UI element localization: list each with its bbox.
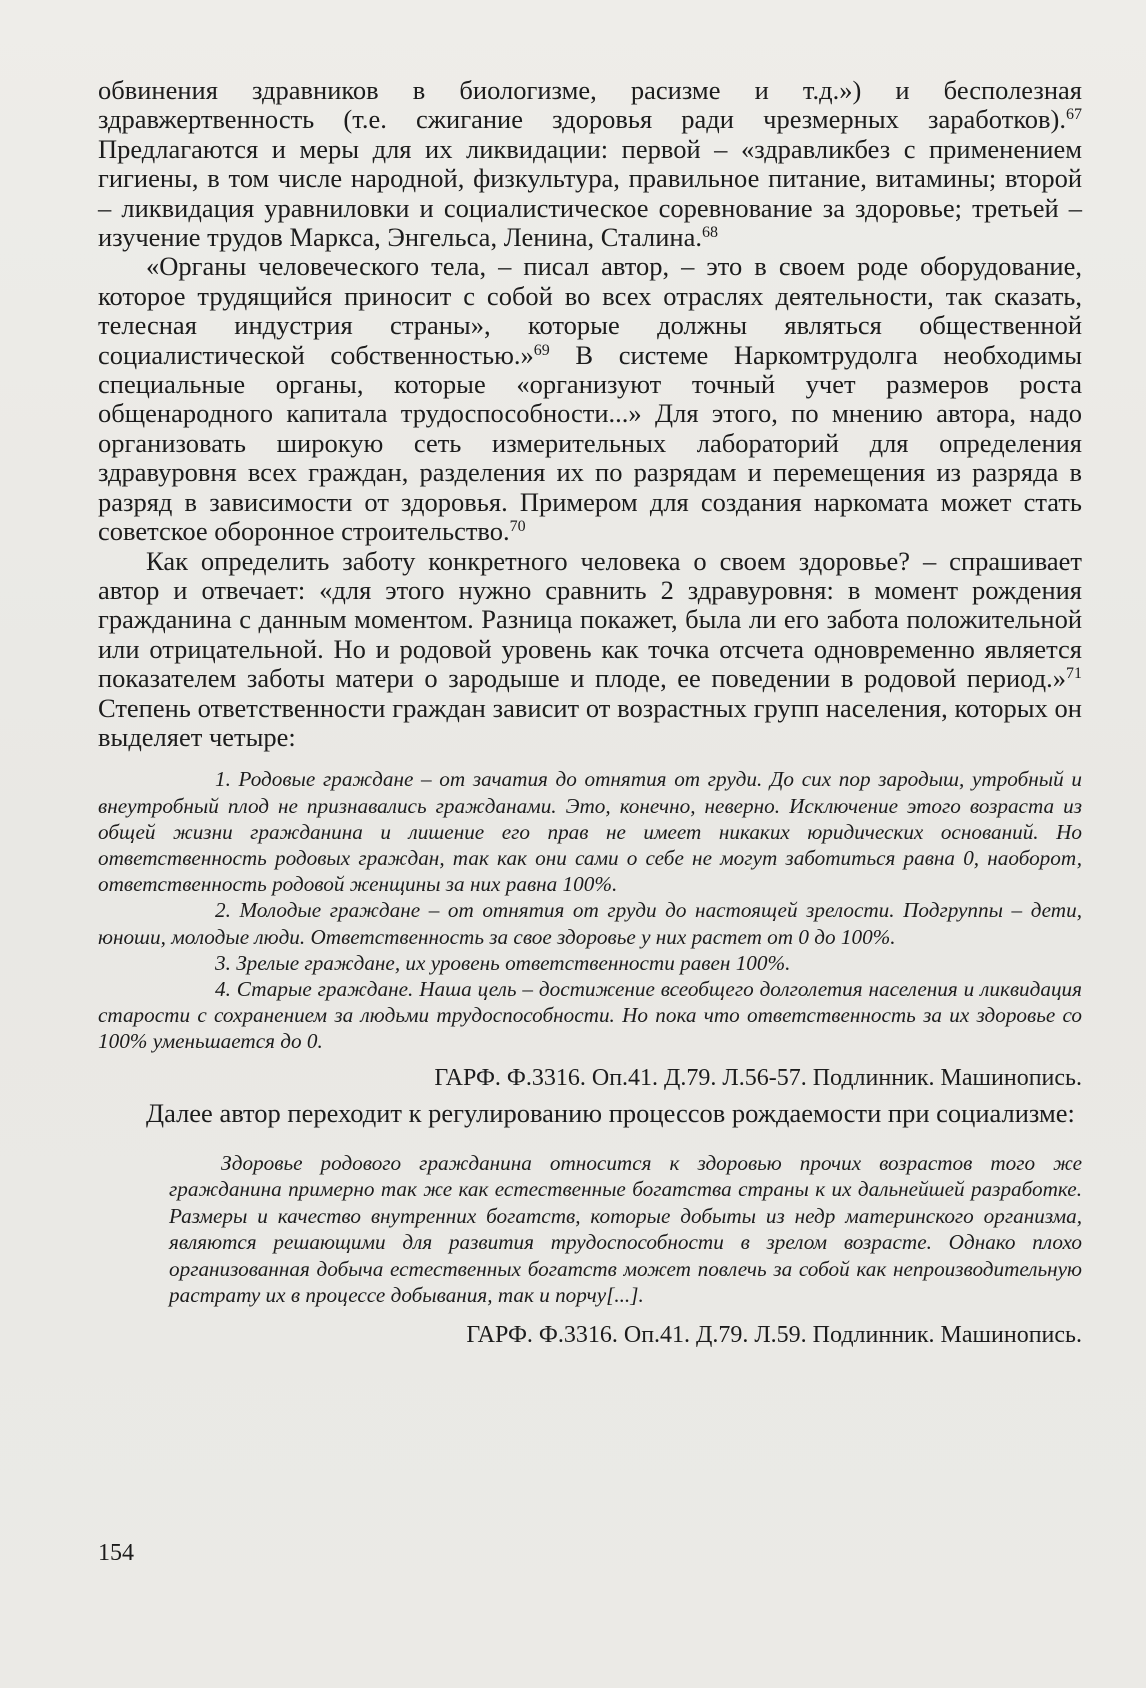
archive-source-1: ГАРФ. Ф.3316. Оп.41. Д.79. Л.56-57. Подлинник. Машинопись. bbox=[434, 1064, 1082, 1091]
quote-item-1: 1. Родовые граждане – от зачатия до отнятия от груди. До сих пор зародыш, утробный и внеутробный плод не признавались гражданами. Это, конечно, неверно. Исключение этого возраста из общей жизни гражданина и лишение его прав не имеет никаких юридических оснований. Но ответственность родовых граждан, так как они сами о себе не могут заботиться равна 0, наоборот, ответственность родовой женщины за них равна 100%. bbox=[98, 767, 1082, 897]
page-body bbox=[98, 76, 1082, 1350]
paragraph-2 bbox=[98, 252, 1082, 546]
paragraph-1 bbox=[98, 76, 1082, 252]
quote-birth-regulation-text: Здоровье родового гражданина относится к здоровью прочих возрастов того же гражданина примерно так же как естественные богатства страны к их дальнейшей разработке. Размеры и качество внутренних богатств, которые добыты из недр материнского организма, являются решающими для развития трудоспособности в зрелом возрасте. Однако плохо организованная добыча естественных богатств может повлечь за собой как непроизводительную растрату их в процессе добывания, так и порчу[...]. bbox=[169, 1150, 1082, 1308]
transition-paragraph: Далее автор переходит к регулированию процессов рождаемости при социализме: bbox=[146, 1097, 1075, 1128]
paragraph-1-text-cont: Предлагаются и меры для их ликвидации: первой – «здравликбез с применением гигиены, в том числе народной, физкультура, правильное питание, витамины; второй – ликвидация уравниловки и социалистическое соревнование за здоровье; третьей – изучение трудов Маркса, Энгельса, Ленина, Сталина. bbox=[98, 133, 1082, 253]
paragraph-2-text-cont: В системе Наркомтрудолга необходимы специальные органы, которые «организуют точный учет размеров роста общенародного капитала трудоспособности...» Для этого, по мнению автора, надо организовать широкую сеть измерительных лабораторий для определения здравуровня всех граждан, разделения их по разрядам и перемещения из разряда в разряд в зависимости от здоровья. Примером для создания наркомата может стать советское оборонное строительство. bbox=[98, 339, 1082, 547]
quote-birth-regulation bbox=[98, 1150, 1082, 1308]
quote-item-3: 3. Зрелые граждане, их уровень ответственности равен 100%. bbox=[215, 950, 791, 975]
paragraph-3-text: Как определить заботу конкретного человека о своем здоровье? – спрашивает автор и отвечает: «для этого нужно сравнить 2 здравуровня: в момент рождения гражданина с данным моментом. Разница покажет, была ли его забота положительной или отрицательной. Но и родовой уровень как точка отсчета одновременно является показателем заботы матери о зародыше и плоде, ее поведении в родовой период.» bbox=[98, 545, 1082, 694]
footnote-ref-71[interactable]: 71 bbox=[1066, 665, 1082, 683]
quote-item-4: 4. Старые граждане. Наша цель – достижение всеобщего долголетия населения и ликвидация старости с сохранением за людьми трудоспособности. Но пока что ответственность за их здоровье со 100% уменьшается до 0. bbox=[98, 976, 1082, 1054]
quote-item-2: 2. Молодые граждане – от отнятия от груди до настоящей зрелости. Подгруппы – дети, юноши, молодые люди. Ответственность за свое здоровье у них растет от 0 до 100%. bbox=[98, 898, 1082, 949]
paragraph-2-text: «Органы человеческого тела, – писал автор, – это в своем роде оборудование, которое трудящийся приносит с собой во всех отраслях деятельности, так сказать, телесная индустрия страны», которые должны являться общественной социалистической собственностью.» bbox=[98, 251, 1082, 370]
footnote-ref-68[interactable]: 68 bbox=[702, 224, 719, 242]
page-number: 154 bbox=[98, 1540, 134, 1566]
paragraph-1-text: обвинения здравников в биологизме, расизме и т.д.») и бесполезная здравжертвенность (т.е. сжигание здоровья ради чрезмерных заработков). bbox=[98, 75, 1082, 135]
quote-age-groups bbox=[98, 766, 1082, 1054]
footnote-ref-69[interactable]: 69 bbox=[533, 341, 550, 359]
archive-source-2: ГАРФ. Ф.3316. Оп.41. Д.79. Л.59. Подлинник. Машинопись. bbox=[466, 1322, 1082, 1349]
footnote-ref-70[interactable]: 70 bbox=[509, 518, 526, 536]
paragraph-3 bbox=[98, 547, 1082, 753]
paragraph-3-text-cont: Степень ответственности граждан зависит от возрастных групп населения, которых он выделяет четыре: bbox=[98, 692, 1082, 752]
footnote-ref-67[interactable]: 67 bbox=[1066, 106, 1082, 124]
